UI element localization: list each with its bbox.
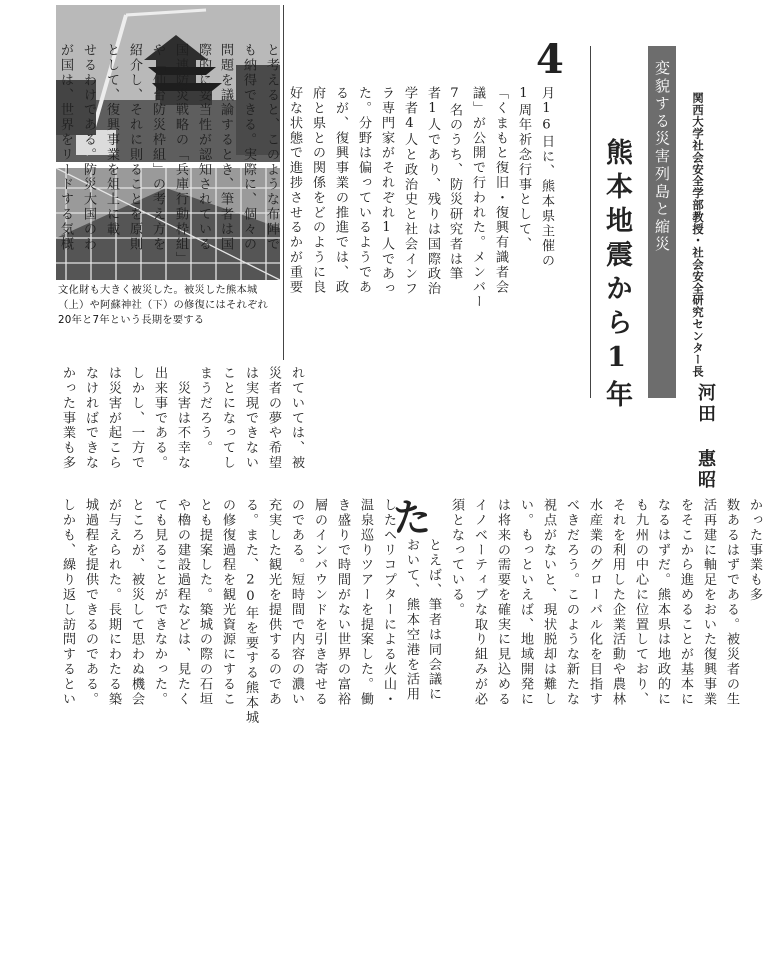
text-column: 災害は不幸な: [175, 366, 190, 471]
text-column: や「仙台防災枠組」の考え方を: [150, 43, 165, 252]
text-column: なるはずだ。熊本県は地政的に: [655, 498, 670, 707]
text-column: が国は、世界をリードする気概: [58, 43, 73, 252]
text-column: 問題を議論するとき、筆者は国: [218, 43, 233, 252]
series-title: 変貌する災害列島と縮災: [653, 60, 671, 254]
text-column: の修復過程を観光資源にするこ: [220, 498, 235, 707]
text-column: しかも、繰り返し訪問するとい: [60, 498, 75, 707]
text-column: 国連防災戦略の「兵庫行動枠組」: [173, 43, 188, 267]
text-column: 出来事である。: [152, 366, 167, 471]
text-column: るが、復興事業の推進では、政: [333, 86, 348, 295]
author-name: 河田 惠昭: [695, 383, 716, 491]
text-column: 数あるはずである。被災者の生: [724, 498, 739, 707]
text-column: イノベーティブな取り組みが必: [472, 498, 487, 707]
text-column: のである。短時間で内容の濃い: [289, 498, 304, 707]
text-column: 1周年祈念行事として、: [516, 86, 531, 252]
text-column: まうだろう。: [197, 366, 212, 456]
dropcap-four: 4: [536, 36, 564, 83]
text-column: おいて、熊本空港を活用: [404, 538, 419, 702]
text-column: 水産業のグローバル化を目指す: [587, 498, 602, 707]
text-column: 「くまもと復旧・復興有識者会: [493, 86, 508, 295]
text-column: 温泉巡りツアーを提案した。働: [358, 498, 373, 707]
text-column: れていては、被: [289, 366, 304, 471]
text-column: と考えると、このような布陣で: [264, 43, 279, 252]
text-column: 者1人であり、残りは国際政治: [425, 86, 440, 297]
text-column: 学者4人と政治史と社会インフ: [402, 86, 417, 297]
divider-line: [590, 46, 591, 398]
text-column: 好な状態で進捗させるかが重要: [287, 86, 302, 295]
text-column: き盛りで時間がない世界の富裕: [335, 498, 350, 707]
text-column: 際的に妥当性が認知されている: [196, 43, 211, 252]
dropcap-ta: た: [393, 495, 432, 540]
article-title: 熊本地震から1年: [601, 138, 632, 414]
text-column: ても見ることができなかった。: [152, 498, 167, 707]
text-column: が与えられた。長期にわたる築: [106, 498, 121, 707]
text-column: なければできな: [83, 366, 98, 471]
text-column: 層のインバウンドを引き寄せる: [312, 498, 327, 707]
caption-line: （上）や阿蘇神社（下）の修復にはそれぞれ: [58, 299, 268, 311]
text-column: 視点がないと、現状脱却は難し: [541, 498, 556, 707]
text-column: として、復興事業を俎上に載: [104, 43, 119, 237]
text-column: 須となっている。: [449, 498, 464, 618]
divider-line: [283, 5, 284, 360]
text-column: は実現できない: [243, 366, 258, 471]
text-column: 議」が公開で行われた。メンバー: [470, 86, 485, 310]
text-column: かった事業も多: [60, 366, 75, 471]
text-column: 7名のうち、防災研究者は筆: [447, 86, 462, 282]
text-column: ところが、被災して思わぬ機会: [129, 498, 144, 707]
text-column: は将来の需要を確実に見込める: [495, 498, 510, 707]
caption-line: 文化財も大きく被災した。被災した熊本城: [58, 284, 258, 296]
text-column: は災害が起こら: [106, 366, 121, 471]
text-column: 城過程を提供できるのである。: [83, 498, 98, 707]
text-column: た。分野は偏っているようであ: [356, 86, 371, 295]
text-column: 月16日に、熊本県主催の: [539, 86, 554, 269]
text-column: それを利用した企業活動や農林: [610, 498, 625, 707]
text-column: ラ専門家がそれぞれ1人であっ: [379, 86, 394, 297]
author-affiliation: 関西大学社会安全学部教授・社会安全研究センター長: [691, 92, 704, 378]
text-column: 活再建に軸足をおいた復興事業: [701, 498, 716, 707]
caption-line: 20年と7年という長期を要する: [58, 314, 205, 326]
text-column: かった事業も多: [747, 498, 762, 603]
text-column: や櫓の建設過程などは、見たく: [175, 498, 190, 707]
text-column: 災者の夢や希望: [266, 366, 281, 471]
text-column: い。もっといえば、地域開発に: [518, 498, 533, 707]
text-column: も九州の中心に位置しており、: [633, 498, 648, 707]
text-column: ことになってし: [220, 366, 235, 471]
text-column: せるわけである。防災大国のわ: [81, 43, 96, 252]
text-column: 紹介し、それに則ることを原則: [127, 43, 142, 252]
series-banner: [648, 46, 676, 398]
text-column: とも提案した。築城の際の石垣: [197, 498, 212, 707]
text-column: とえば、筆者は同会議に: [426, 538, 441, 702]
text-column: したヘリコプターによる火山・: [381, 498, 396, 707]
text-column: も納得できる。実際に、個々の: [241, 43, 256, 252]
text-column: 府と県との関係をどのように良: [310, 86, 325, 295]
text-column: る。また、20年を要する熊本城: [243, 498, 258, 726]
text-column: 充実した観光を提供するのであ: [266, 498, 281, 707]
text-column: をそこから進めることが基本に: [678, 498, 693, 707]
text-column: しかし、一方で: [129, 366, 144, 471]
text-column: べきだろう。このような新たな: [564, 498, 579, 707]
